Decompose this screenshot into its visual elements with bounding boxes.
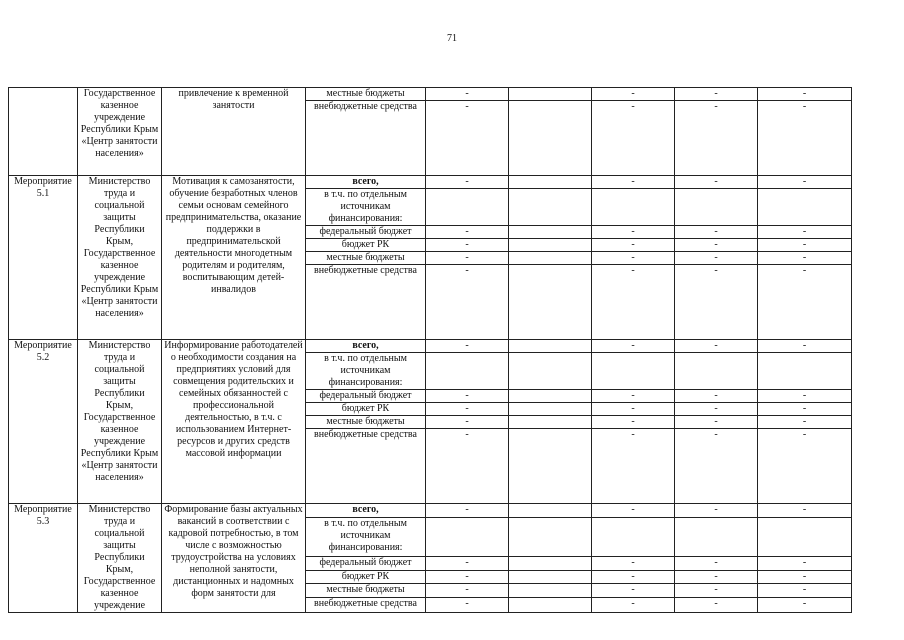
funding-source-cell: всего, — [306, 504, 426, 518]
amount-cell: - — [592, 598, 675, 613]
description-cell: Информирование работодателей о необходимости создания на предприятиях условий для совмещения родительских и семейных обязанностей с профессиональной деятельностью, в т.ч. с использованием Интернет-ресурсов и других средств массовой информации — [162, 340, 306, 504]
amount-cell: - — [758, 403, 852, 416]
amount-cell — [675, 517, 758, 556]
page-number: 71 — [447, 33, 457, 44]
program-table — [8, 87, 852, 613]
amount-cell: - — [426, 598, 509, 613]
funding-source-cell: местные бюджеты — [306, 252, 426, 265]
amount-cell: - — [675, 265, 758, 340]
amount-cell — [509, 584, 592, 598]
funding-source-cell: местные бюджеты — [306, 88, 426, 101]
amount-cell: - — [592, 265, 675, 340]
amount-cell: - — [758, 176, 852, 189]
amount-cell: - — [592, 252, 675, 265]
amount-cell: - — [592, 340, 675, 353]
amount-cell — [509, 340, 592, 353]
amount-cell: - — [675, 340, 758, 353]
amount-cell: - — [426, 556, 509, 570]
amount-cell: - — [675, 226, 758, 239]
amount-cell — [592, 353, 675, 390]
amount-cell: - — [426, 239, 509, 252]
amount-cell: - — [758, 252, 852, 265]
amount-cell: - — [592, 390, 675, 403]
amount-cell: - — [675, 556, 758, 570]
table-row — [9, 504, 852, 518]
amount-cell: - — [758, 265, 852, 340]
amount-cell — [675, 189, 758, 226]
amount-cell: - — [592, 176, 675, 189]
amount-cell: - — [675, 176, 758, 189]
funding-source-cell: внебюджетные средства — [306, 598, 426, 613]
funding-source-cell: бюджет РК — [306, 403, 426, 416]
amount-cell: - — [675, 416, 758, 429]
amount-cell: - — [675, 390, 758, 403]
amount-cell — [592, 517, 675, 556]
amount-cell: - — [426, 429, 509, 504]
amount-cell — [509, 88, 592, 101]
amount-cell — [426, 517, 509, 556]
executor-cell: Министерство труда и социальной защиты Республики Крым, Государственное казенное учреждение Республики Крым «Центр занятости населения» — [78, 340, 162, 504]
amount-cell: - — [426, 101, 509, 176]
amount-cell: - — [592, 556, 675, 570]
table-row — [9, 340, 852, 353]
funding-source-cell: в т.ч. по отдельным источникам финансирования: — [306, 517, 426, 556]
funding-source-cell: внебюджетные средства — [306, 101, 426, 176]
amount-cell: - — [675, 252, 758, 265]
amount-cell — [509, 570, 592, 584]
amount-cell: - — [592, 504, 675, 518]
amount-cell: - — [592, 584, 675, 598]
funding-source-cell: бюджет РК — [306, 570, 426, 584]
amount-cell: - — [675, 598, 758, 613]
amount-cell: - — [426, 226, 509, 239]
amount-cell: - — [426, 252, 509, 265]
funding-source-cell: бюджет РК — [306, 239, 426, 252]
executor-cell: Государственное казенное учреждение Республики Крым «Центр занятости населения» — [78, 88, 162, 176]
amount-cell — [675, 353, 758, 390]
funding-source-cell: местные бюджеты — [306, 584, 426, 598]
amount-cell — [509, 176, 592, 189]
amount-cell: - — [675, 101, 758, 176]
amount-cell — [758, 189, 852, 226]
amount-cell: - — [758, 239, 852, 252]
amount-cell — [509, 429, 592, 504]
amount-cell — [426, 189, 509, 226]
amount-cell: - — [758, 556, 852, 570]
amount-cell — [509, 226, 592, 239]
amount-cell — [509, 265, 592, 340]
amount-cell: - — [592, 403, 675, 416]
amount-cell: - — [758, 598, 852, 613]
amount-cell: - — [758, 570, 852, 584]
amount-cell: - — [758, 226, 852, 239]
amount-cell: - — [426, 416, 509, 429]
amount-cell: - — [758, 416, 852, 429]
description-cell: Формирование базы актуальных вакансий в соответствии с кадровой потребностью, в том числе с возможностью трудоустройства на условиях неполной занятости, дистанционных и надомных форм занятости для — [162, 504, 306, 613]
amount-cell: - — [675, 584, 758, 598]
measure-id-cell: Мероприятие 5.3 — [9, 504, 78, 613]
funding-source-cell: всего, — [306, 340, 426, 353]
amount-cell: - — [758, 390, 852, 403]
amount-cell: - — [426, 570, 509, 584]
amount-cell — [509, 239, 592, 252]
amount-cell — [509, 353, 592, 390]
amount-cell: - — [758, 101, 852, 176]
description-cell: привлечение к временной занятости — [162, 88, 306, 176]
amount-cell — [592, 189, 675, 226]
funding-source-cell: всего, — [306, 176, 426, 189]
amount-cell: - — [592, 429, 675, 504]
amount-cell — [509, 403, 592, 416]
amount-cell: - — [592, 101, 675, 176]
amount-cell: - — [758, 340, 852, 353]
executor-cell: Министерство труда и социальной защиты Республики Крым, Государственное казенное учреждение — [78, 504, 162, 613]
amount-cell — [509, 390, 592, 403]
funding-source-cell: федеральный бюджет — [306, 556, 426, 570]
amount-cell: - — [426, 403, 509, 416]
funding-source-cell: в т.ч. по отдельным источникам финансирования: — [306, 353, 426, 390]
amount-cell — [509, 556, 592, 570]
executor-cell: Министерство труда и социальной защиты Республики Крым, Государственное казенное учреждение Республики Крым «Центр занятости населения» — [78, 176, 162, 340]
measure-id-cell: Мероприятие 5.2 — [9, 340, 78, 504]
amount-cell: - — [675, 239, 758, 252]
funding-source-cell: федеральный бюджет — [306, 226, 426, 239]
amount-cell: - — [675, 403, 758, 416]
funding-source-cell: местные бюджеты — [306, 416, 426, 429]
amount-cell — [758, 353, 852, 390]
amount-cell: - — [426, 584, 509, 598]
amount-cell — [758, 517, 852, 556]
amount-cell: - — [758, 429, 852, 504]
measure-id-cell — [9, 88, 78, 176]
amount-cell: - — [675, 504, 758, 518]
amount-cell — [509, 517, 592, 556]
amount-cell: - — [426, 265, 509, 340]
amount-cell: - — [675, 88, 758, 101]
funding-source-cell: внебюджетные средства — [306, 265, 426, 340]
measure-id-cell: Мероприятие 5.1 — [9, 176, 78, 340]
amount-cell: - — [592, 416, 675, 429]
amount-cell: - — [758, 504, 852, 518]
amount-cell: - — [426, 340, 509, 353]
amount-cell — [509, 101, 592, 176]
funding-source-cell: внебюджетные средства — [306, 429, 426, 504]
amount-cell — [426, 353, 509, 390]
amount-cell: - — [426, 504, 509, 518]
amount-cell: - — [758, 584, 852, 598]
funding-source-cell: федеральный бюджет — [306, 390, 426, 403]
amount-cell: - — [592, 88, 675, 101]
amount-cell: - — [592, 570, 675, 584]
amount-cell — [509, 504, 592, 518]
table-row — [9, 176, 852, 189]
amount-cell: - — [426, 176, 509, 189]
amount-cell: - — [675, 429, 758, 504]
amount-cell: - — [426, 390, 509, 403]
amount-cell: - — [675, 570, 758, 584]
amount-cell: - — [592, 239, 675, 252]
amount-cell — [509, 416, 592, 429]
table-row — [9, 88, 852, 101]
amount-cell: - — [592, 226, 675, 239]
amount-cell: - — [758, 88, 852, 101]
amount-cell — [509, 252, 592, 265]
amount-cell: - — [426, 88, 509, 101]
description-cell: Мотивация к самозанятости, обучение безработных членов семьи основам семейного предпринимательства, оказание поддержки в предпринимательской деятельности многодетным родителям и родителям, воспитывающим детей-инвалидов — [162, 176, 306, 340]
amount-cell — [509, 598, 592, 613]
funding-source-cell: в т.ч. по отдельным источникам финансирования: — [306, 189, 426, 226]
amount-cell — [509, 189, 592, 226]
